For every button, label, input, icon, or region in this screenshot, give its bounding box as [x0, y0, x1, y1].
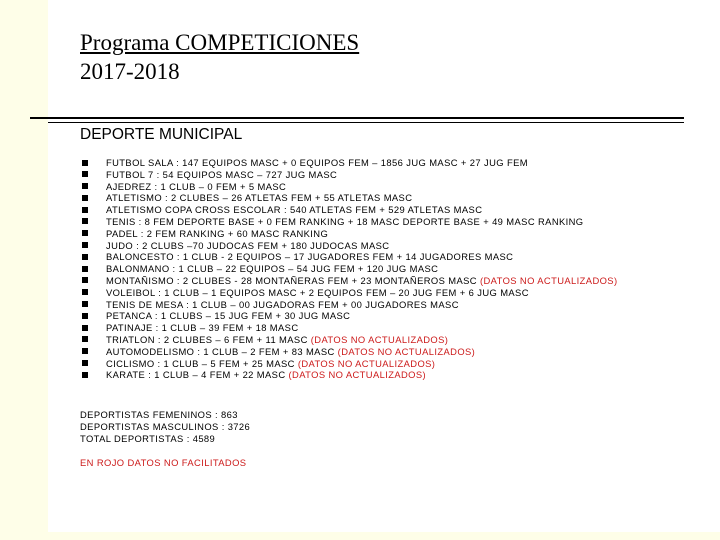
list-item — [82, 240, 617, 252]
list-item — [82, 169, 617, 181]
red-legend-note: EN ROJO DATOS NO FACILITADOS — [80, 457, 247, 468]
title-divider-thin — [48, 122, 684, 123]
not-updated-note: (DATOS NO ACTUALIZADOS) — [297, 357, 436, 369]
list-item-text: PADEL : 2 FEM RANKING + 60 MASC RANKING — [106, 227, 329, 239]
title-divider — [30, 117, 684, 119]
bullet-square-icon — [82, 254, 88, 260]
bullet-square-icon — [82, 207, 88, 213]
not-updated-note: (DATOS NO ACTUALIZADOS) — [479, 274, 618, 286]
bullet-square-icon — [82, 372, 88, 378]
bullet-square-icon — [82, 171, 88, 177]
bottom-margin-bar — [0, 532, 720, 540]
list-item-text: CICLISMO : 1 CLUB – 5 FEM + 25 MASC — [106, 357, 295, 369]
list-item-text: KARATE : 1 CLUB – 4 FEM + 22 MASC — [106, 369, 286, 381]
list-item-text: BALONMANO : 1 CLUB – 22 EQUIPOS – 54 JUG FEM + 120 JUG MASC — [106, 263, 439, 275]
slide-title — [80, 28, 359, 86]
list-item-text: TRIATLON : 2 CLUBES – 6 FEM + 11 MASC — [106, 333, 308, 345]
list-item-text: PATINAJE : 1 CLUB – 39 FEM + 18 MASC — [106, 322, 299, 334]
list-item — [82, 369, 617, 381]
bullet-square-icon — [82, 336, 88, 342]
list-item — [82, 216, 617, 228]
sports-list — [82, 157, 617, 381]
title-line-1: Programa COMPETICIONES — [80, 30, 360, 55]
list-item-text: TENIS : 8 FEM DEPORTE BASE + 0 FEM RANKING + 18 MASC DEPORTE BASE + 49 MASC RANKING — [106, 215, 584, 227]
list-item — [82, 204, 617, 216]
bullet-square-icon — [82, 183, 88, 189]
bullet-square-icon — [82, 313, 88, 319]
bullet-square-icon — [82, 301, 88, 307]
list-item-text: ATLETISMO : 2 CLUBES – 26 ATLETAS FEM + 55 ATLETAS MASC — [106, 192, 413, 204]
bullet-square-icon — [82, 289, 88, 295]
section-heading: DEPORTE MUNICIPAL — [80, 126, 243, 143]
list-item — [82, 358, 617, 370]
list-item-text: JUDO : 2 CLUBS –70 JUDOCAS FEM + 180 JUDOCAS MASC — [106, 239, 390, 251]
list-item — [82, 228, 617, 240]
not-updated-note: (DATOS NO ACTUALIZADOS) — [337, 345, 476, 357]
list-item-text: AJEDREZ : 1 CLUB – 0 FEM + 5 MASC — [106, 180, 287, 192]
list-item — [82, 310, 617, 322]
bullet-square-icon — [82, 325, 88, 331]
list-item — [82, 263, 617, 275]
list-item — [82, 299, 617, 311]
bullet-square-icon — [82, 266, 88, 272]
bullet-square-icon — [82, 242, 88, 248]
list-item-text: TENIS DE MESA : 1 CLUB – 00 JUGADORAS FEM + 00 JUGADORES MASC — [106, 298, 459, 310]
list-item-text: PETANCA : 1 CLUBS – 15 JUG FEM + 30 JUG MASC — [106, 310, 351, 322]
list-item — [82, 275, 617, 287]
list-item-text: MONTAÑISMO : 2 CLUBES - 28 MONTAÑERAS FEM + 23 MONTAÑEROS MASC — [106, 274, 477, 286]
list-item — [82, 287, 617, 299]
list-item — [82, 181, 617, 193]
bullet-square-icon — [82, 360, 88, 366]
list-item — [82, 157, 617, 169]
title-line-2: 2017-2018 — [80, 59, 180, 84]
totals-block — [80, 409, 250, 444]
bullet-square-icon — [82, 160, 88, 166]
bullet-square-icon — [82, 195, 88, 201]
list-item-text: AUTOMODELISMO : 1 CLUB – 2 FEM + 83 MASC — [106, 345, 335, 357]
left-margin-bar — [0, 0, 48, 540]
bullet-square-icon — [82, 277, 88, 283]
list-item — [82, 346, 617, 358]
bullet-square-icon — [82, 218, 88, 224]
total-male: DEPORTISTAS MASCULINOS : 3726 — [80, 420, 251, 432]
list-item — [82, 334, 617, 346]
not-updated-note: (DATOS NO ACTUALIZADOS) — [310, 333, 449, 345]
bullet-square-icon — [82, 348, 88, 354]
list-item-text: BALONCESTO : 1 CLUB - 2 EQUIPOS – 17 JUGADORES FEM + 14 JUGADORES MASC — [106, 251, 514, 263]
list-item — [82, 192, 617, 204]
list-item-text: VOLEIBOL : 1 CLUB – 1 EQUIPOS MASC + 2 EQUIPOS FEM – 20 JUG FEM + 6 JUG MASC — [106, 286, 529, 298]
not-updated-note: (DATOS NO ACTUALIZADOS) — [288, 369, 427, 381]
bullet-square-icon — [82, 230, 88, 236]
list-item — [82, 322, 617, 334]
list-item-text: FUTBOL 7 : 54 EQUIPOS MASC – 727 JUG MASC — [106, 168, 338, 180]
list-item — [82, 251, 617, 263]
list-item-text: ATLETISMO COPA CROSS ESCOLAR : 540 ATLETAS FEM + 529 ATLETAS MASC — [106, 204, 483, 216]
total-female: DEPORTISTAS FEMENINOS : 863 — [80, 409, 238, 420]
total-all: TOTAL DEPORTISTAS : 4589 — [80, 432, 216, 444]
list-item-text: FUTBOL SALA : 147 EQUIPOS MASC + 0 EQUIPOS FEM – 1856 JUG MASC + 27 JUG FEM — [106, 157, 528, 168]
